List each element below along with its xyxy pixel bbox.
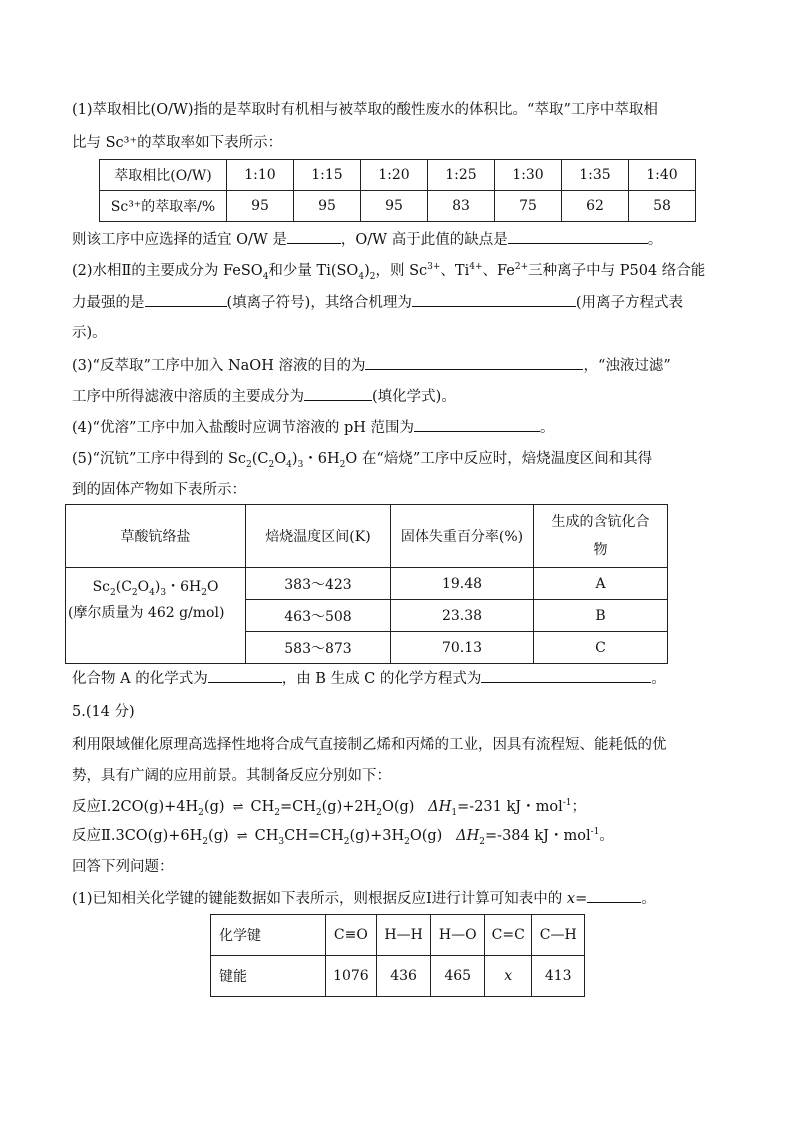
text: = [575, 891, 588, 907]
answer-blank[interactable] [145, 292, 227, 307]
table-cell: C=C [485, 915, 532, 956]
text: ΔH [456, 828, 480, 844]
subscript: 2 [131, 587, 138, 598]
text: (4)“优溶”工序中加入盐酸时应调节溶液的 pH 范围为 [72, 420, 415, 436]
subscript: 2 [198, 807, 204, 818]
q2-text-line2 [72, 292, 683, 313]
superscript: -1 [562, 798, 572, 809]
subscript: 1 [451, 807, 458, 818]
subscript: 2 [404, 836, 410, 847]
text: 、Ti [440, 263, 470, 279]
subscript: 2 [110, 587, 116, 598]
text: (3)“反萃取”工序中加入 NaOH 溶液的目的为 [72, 358, 366, 374]
answer-blank[interactable] [287, 229, 341, 244]
answer-blank[interactable] [414, 417, 540, 432]
text: 反应Ⅱ.3CO(g)+6H [72, 828, 203, 844]
table-cell: 1:35 [562, 160, 629, 191]
subscript: 2 [201, 587, 207, 598]
equilibrium-arrow-icon: ⇌ [232, 800, 243, 815]
header-text: 物 [593, 542, 608, 558]
text: ・6H [166, 579, 202, 595]
answer-blank[interactable] [508, 229, 648, 244]
subscript: 2 [479, 836, 486, 847]
text: ，由 B 生成 C 的化学方程式为 [281, 671, 482, 687]
table-cell: 1:30 [495, 160, 562, 191]
text: (用离子方程式表 [575, 295, 683, 311]
table-row [211, 915, 585, 956]
text: 工序中所得滤液中溶质的主要成分为 [72, 389, 304, 405]
table-cell: 436 [376, 956, 431, 997]
salt-cell [66, 568, 246, 664]
subscript: 4 [358, 271, 365, 282]
subscript: 2 [315, 807, 322, 818]
table-cell: 1:25 [428, 160, 495, 191]
text: ，“浊液过滤” [583, 358, 671, 374]
answer-blank[interactable] [412, 292, 576, 307]
table-cell: 83 [428, 191, 495, 222]
text: 、Fe [482, 263, 515, 279]
table-cell: 62 [562, 191, 629, 222]
text: (2)水相Ⅱ的主要成分为 FeSO [72, 263, 263, 279]
text: 。 [641, 891, 656, 907]
table-header-cell: 焙烧温度区间(K) [246, 505, 391, 568]
text: 则该工序中应选择的适宜 O/W 是 [72, 232, 287, 248]
subscript: 2 [246, 459, 252, 470]
text: O(g) [381, 799, 415, 815]
text: ΔH [428, 799, 452, 815]
table-cell: 1:40 [629, 160, 696, 191]
answer-blank[interactable] [481, 668, 651, 683]
answer-prompt: 回答下列问题： [72, 859, 174, 875]
text: 。 [599, 828, 614, 844]
table-header-cell: 键能 [211, 956, 326, 997]
text: (C [115, 579, 132, 595]
table-cell: 95 [294, 191, 361, 222]
q5-answer-line [72, 668, 666, 689]
table-header-cell [534, 505, 668, 568]
table-cell: 1:10 [227, 160, 294, 191]
answer-blank[interactable] [304, 386, 372, 401]
subscript: 3 [160, 587, 167, 598]
table-cell: 95 [227, 191, 294, 222]
text: =-231 kJ・mol [457, 799, 563, 815]
table-cell: 1076 [326, 956, 377, 997]
table-row [100, 191, 696, 222]
text: 。 [540, 420, 555, 436]
text: (g) [208, 828, 229, 844]
answer-blank[interactable] [587, 888, 641, 903]
subscript: 2 [369, 271, 376, 282]
q3-text-line2 [72, 386, 456, 407]
equilibrium-arrow-icon: ⇌ [236, 829, 247, 844]
reaction-2 [72, 826, 614, 847]
text: =-384 kJ・mol [485, 828, 591, 844]
text: ，则 Sc [375, 263, 428, 279]
text: ) [154, 579, 161, 595]
q5-text-line1 [72, 449, 652, 469]
salt-formula [66, 574, 245, 600]
q2-text-line3: 示)。 [72, 325, 107, 341]
text: =CH [280, 799, 316, 815]
table-header-cell: Sc³⁺的萃取率/% [100, 191, 227, 222]
table-cell: 383～423 [246, 568, 391, 600]
q2-text-line1 [72, 261, 705, 281]
text: O(g) [409, 828, 443, 844]
table-cell: 1:20 [361, 160, 428, 191]
q1-text-line2: 比与 Sc³⁺的萃取率如下表所示： [72, 135, 283, 151]
table-header-cell: 萃取相比(O/W) [100, 160, 227, 191]
text: (C [251, 451, 269, 467]
table-cell: C—H [532, 915, 585, 956]
q1-answer-line [72, 229, 662, 250]
subscript: 4 [149, 587, 155, 598]
q5-text-line2: 到的固体产物如下表所示： [72, 482, 246, 498]
text: 三种离子中与 P504 络合能 [528, 263, 706, 279]
intro-line2: 势，具有广阔的应用前景。其制备反应分别如下： [72, 768, 391, 784]
text: ) [364, 263, 370, 279]
text: O [206, 579, 219, 595]
molar-mass-text: (摩尔质量为 462 g/mol) [68, 605, 225, 621]
variable-x: x [566, 891, 576, 907]
header-text: 生成的含钪化合 [551, 514, 650, 530]
subscript: 2 [268, 459, 275, 470]
table-cell: 19.48 [391, 568, 534, 600]
text: ； [571, 799, 586, 815]
text: 化合物 A 的化学式为 [72, 671, 208, 687]
table-cell: x [485, 956, 532, 997]
text: CH [250, 799, 275, 815]
table-header-cell: 草酸钪络盐 [66, 505, 246, 568]
table-cell: 75 [495, 191, 562, 222]
roasting-table [65, 504, 668, 664]
text: 。 [647, 232, 663, 248]
text: (g)+2H [321, 799, 377, 815]
table-row [100, 160, 696, 191]
subscript: 4 [286, 459, 292, 470]
superscript: 2+ [514, 262, 529, 273]
subscript: 2 [376, 807, 382, 818]
text: ・6H [303, 451, 340, 467]
reaction-1 [72, 797, 586, 818]
table-cell: B [534, 600, 668, 632]
text: 反应Ⅰ.2CO(g)+4H [72, 799, 199, 815]
text: O [274, 451, 287, 467]
text: O 在“焙烧”工序中反应时，焙烧温度区间和其得 [345, 451, 653, 467]
text: (g)+3H [349, 828, 405, 844]
text: 力最强的是 [72, 295, 145, 311]
subscript: 3 [278, 836, 285, 847]
intro-line1: 利用限域催化原理高选择性地将合成气直接制乙烯和丙烯的工业，因具有流程短、能耗低的优 [72, 737, 667, 753]
table-cell: H—H [376, 915, 431, 956]
table-row [66, 568, 668, 600]
text: ，O/W 高于此值的缺点是 [340, 232, 508, 248]
table-cell: 70.13 [391, 632, 534, 664]
text: 。 [651, 671, 666, 687]
text: 和少量 Ti(SO [268, 263, 359, 279]
subscript: 2 [274, 807, 280, 818]
table-cell: A [534, 568, 668, 600]
table-cell: 413 [532, 956, 585, 997]
extraction-ratio-table [99, 159, 696, 222]
subscript: 3 [297, 459, 304, 470]
subscript: 4 [262, 271, 269, 282]
text: (填化学式)。 [372, 389, 456, 405]
table-row [211, 956, 585, 997]
table-cell: 58 [629, 191, 696, 222]
superscript: 3+ [427, 262, 441, 273]
text: (填离子符号)，其络合机理为 [226, 295, 412, 311]
text: Sc [92, 579, 110, 595]
table-cell: C≡O [326, 915, 377, 956]
table-cell: C [534, 632, 668, 664]
table-cell: 583～873 [246, 632, 391, 664]
table-cell: H—O [431, 915, 485, 956]
answer-blank[interactable] [208, 668, 282, 683]
table-cell: 1:15 [294, 160, 361, 191]
q4-text-line [72, 417, 555, 438]
text: ) [291, 451, 298, 467]
table-header-cell: 化学键 [211, 915, 326, 956]
section-5-title: 5.(14 分) [72, 704, 135, 720]
table-cell: 95 [361, 191, 428, 222]
subscript: 2 [343, 836, 350, 847]
table-cell: 463～508 [246, 600, 391, 632]
text: (1)已知相关化学键的键能数据如下表所示，则根据反应Ⅰ进行计算可知表中的 [72, 891, 567, 907]
table-header-cell: 固体失重百分率(%) [391, 505, 534, 568]
text: (5)“沉钪”工序中得到的 Sc [72, 451, 247, 467]
answer-blank[interactable] [365, 355, 583, 370]
table-row [66, 505, 668, 568]
p1-text-line [72, 888, 656, 909]
text: (g) [203, 799, 225, 815]
text: O [137, 579, 150, 595]
subscript: 2 [339, 459, 346, 470]
text: CH=CH [284, 828, 344, 844]
superscript: 4+ [469, 262, 483, 273]
table-cell: 465 [431, 956, 485, 997]
text: CH [254, 828, 279, 844]
subscript: 2 [202, 836, 209, 847]
table-cell: 23.38 [391, 600, 534, 632]
q1-text-line1: (1)萃取相比(O/W)指的是萃取时有机相与被萃取的酸性废水的体积比。“萃取”工序中萃取相 [72, 102, 658, 118]
bond-energy-table [210, 914, 585, 997]
q3-text-line1 [72, 355, 671, 376]
superscript: -1 [590, 827, 600, 838]
